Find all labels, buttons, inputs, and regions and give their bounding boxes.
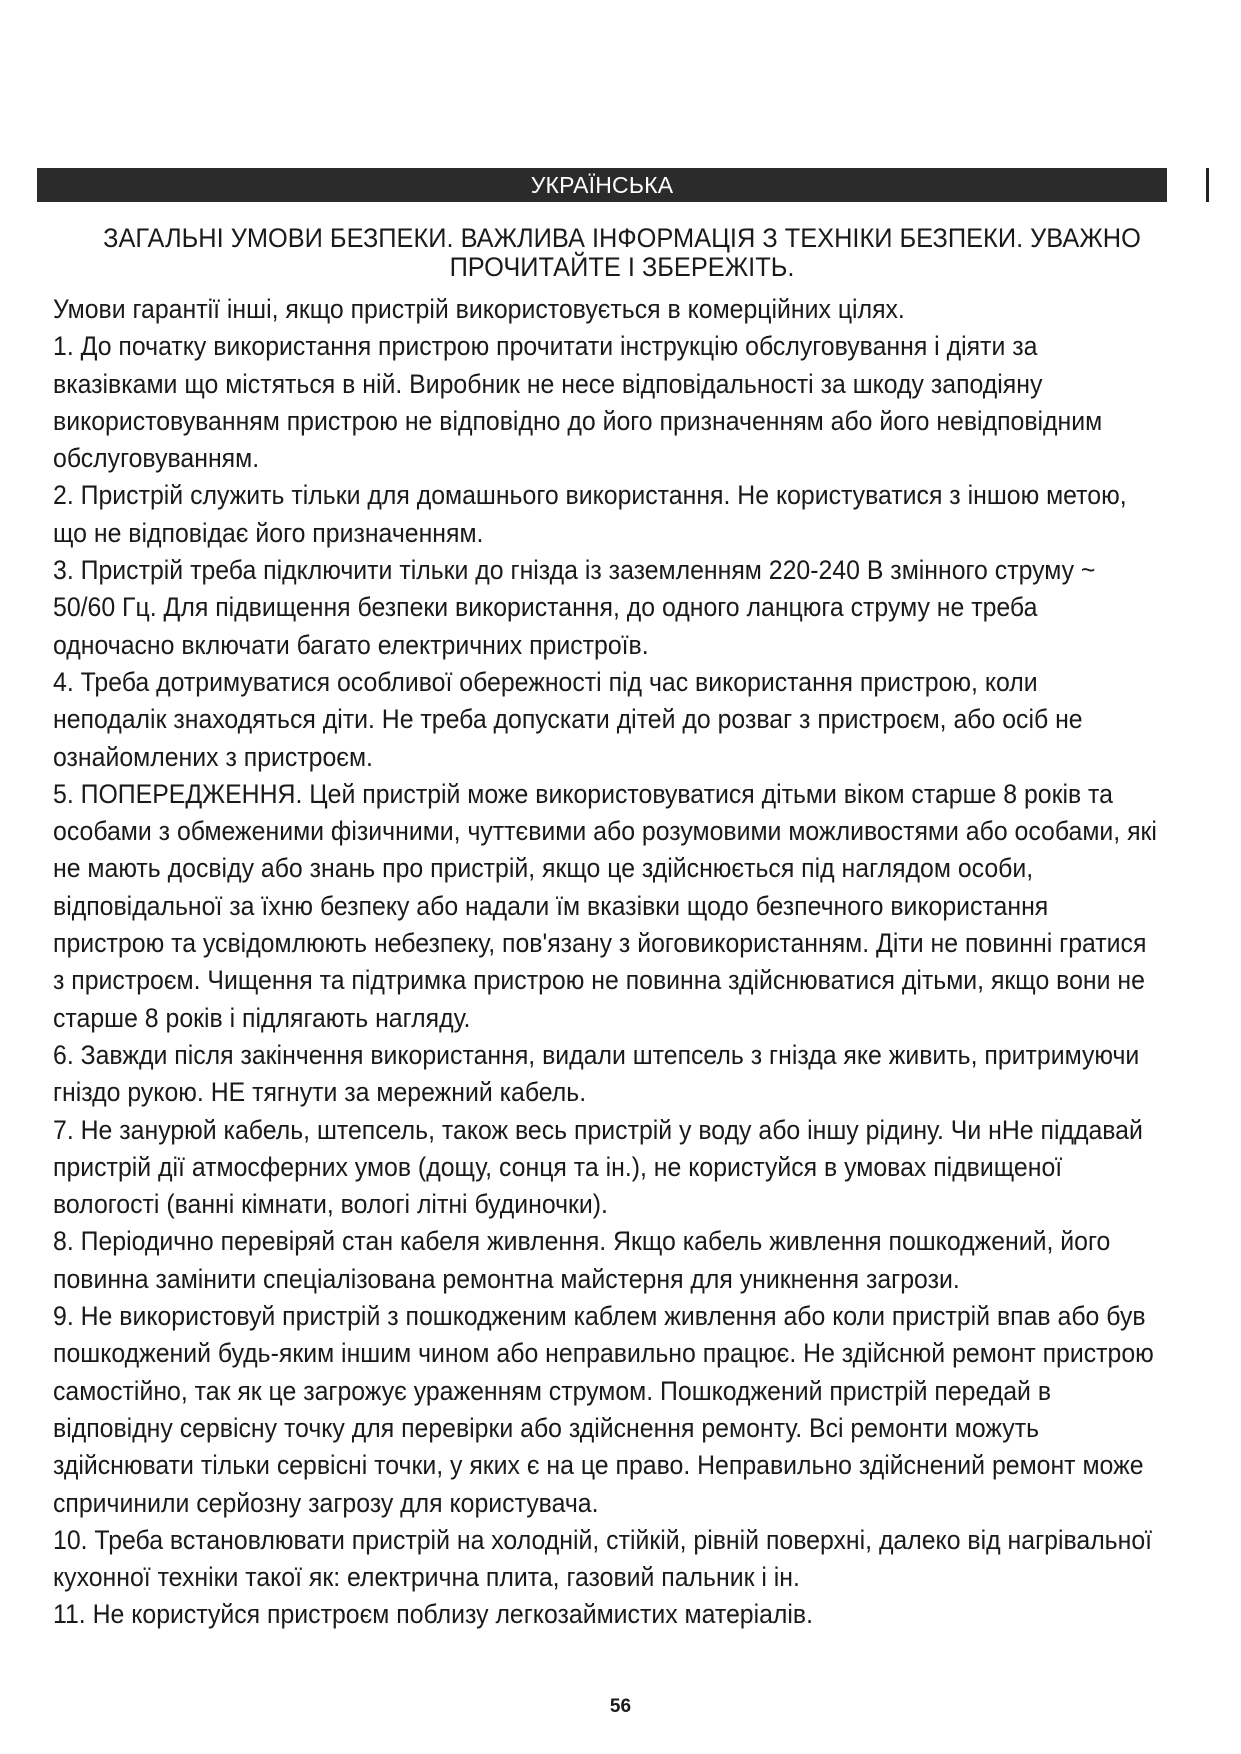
instruction-item-5: 5. ПОПЕРЕДЖЕННЯ. Цей пристрій може використовуватися дітьми віком старше 8 років та особами з обмеженими фізичними, чуттєвими або розумовими можливостями або особами, які не мають досвіду або знань про пристрій, якщо це здійснюється під наглядом особи, відповідальної за їхню безпеку або надали їм вказівки щодо безпечного використання пристрою та усвідомлюють небезпеку, пов'язану з йоговикористанням. Діти не повинні гратися з пристроєм. Чищення та підтримка пристрою не повинна здійснюватися дітьми, якщо вони не старше 8 років і підлягають нагляду. [53,778,1157,1033]
safety-heading-line-2: ПРОЧИТАЙТЕ І ЗБЕРЕЖІТЬ. [449,252,795,282]
safety-heading [86,224,1158,282]
instruction-item-11: 11. Не користуйся пристроєм поблизу легкозаймистих матеріалів. [53,1599,814,1630]
instruction-item-2: 2. Пристрій служить тільки для домашнього використання. Не користуватися з іншою метою, що не відповідає його призначенням. [53,480,1127,548]
instruction-item-3: 3. Пристрій треба підключити тільки до гнізда із заземленням 220-240 В змінного струму ~ 50/60 Гц. Для підвищення безпеки використання, до одного ланцюга струму не треба одночасно включати багато електричних пристроїв. [53,555,1096,660]
language-label: УКРАЇНСЬКА [530,172,674,198]
safety-heading-line-1: ЗАГАЛЬНІ УМОВИ БЕЗПЕКИ. ВАЖЛИВА ІНФОРМАЦІЯ З ТЕХНІКИ БЕЗПЕКИ. УВАЖНО [103,223,1141,253]
instruction-item-1: 1. До початку використання пристрою прочитати інструкцію обслуговування і діяти за вказівками що містяться в ній. Виробник не несе відповідальності за шкоду заподіяну використовуванням пристрою не відповідно до його призначенням або його невідповідним обслуговуванням. [53,331,1103,474]
instruction-item-4: 4. Треба дотримуватися особливої обережності під час використання пристрою, коли неподалік знаходяться діти. Не треба допускати дітей до розваг з пристроєм, або осіб не ознайомлених з пристроєм. [53,666,1083,772]
instruction-item-9: 9. Не використовуй пристрій з пошкодженим каблем живлення або коли пристрій впав або був пошкоджений будь-яким іншим чином або неправильно працює. Не здійснюй ремонт пристрою самостійно, так як це загрожує ураженням струмом. Пошкоджений пристрій передай в відповідну сервісну точку для перевірки або здійснення ремонту. Всі ремонти можуть здійснювати тільки сервісні точки, у яких є на це право. Неправильно здійснений ремонт може спричинили серйозну загрозу для користувача. [53,1301,1154,1518]
instruction-item-10: 10. Треба встановлювати пристрій на холодній, стійкій, рівній поверхні, далеко від нагрівальної кухонної техніки такої як: електрична плита, газовий пальник і ін. [53,1524,1153,1593]
page-edge-marker [1206,168,1209,202]
language-header-bar [37,168,1167,202]
instruction-item-7: 7. Не занурюй кабель, штепсель, також весь пристрій у воду або іншу рідину. Чи нНе піддавай пристрій дії атмосферних умов (дощу, сонця та ін.), не користуйся в умовах підвищеної вологості (ванні кімнати, вологі літні будиночки). [53,1114,1143,1220]
instruction-item-6: 6. Завжди після закінчення використання, видали штепсель з гнізда яке живить, притримуючи гніздо рукою. НЕ тягнути за мережний кабель. [53,1039,1140,1108]
warranty-note: Умови гарантії інші, якщо пристрій використовується в комерційних цілях. [53,294,905,324]
instruction-item-8: 8. Періодично перевіряй стан кабеля живлення. Якщо кабель живлення пошкоджений, його повинна замінити спеціалізована ремонтна майстерня для уникнення загрози. [53,1226,1111,1294]
page-number: 56 [609,1696,632,1717]
safety-instructions [53,291,1157,1634]
